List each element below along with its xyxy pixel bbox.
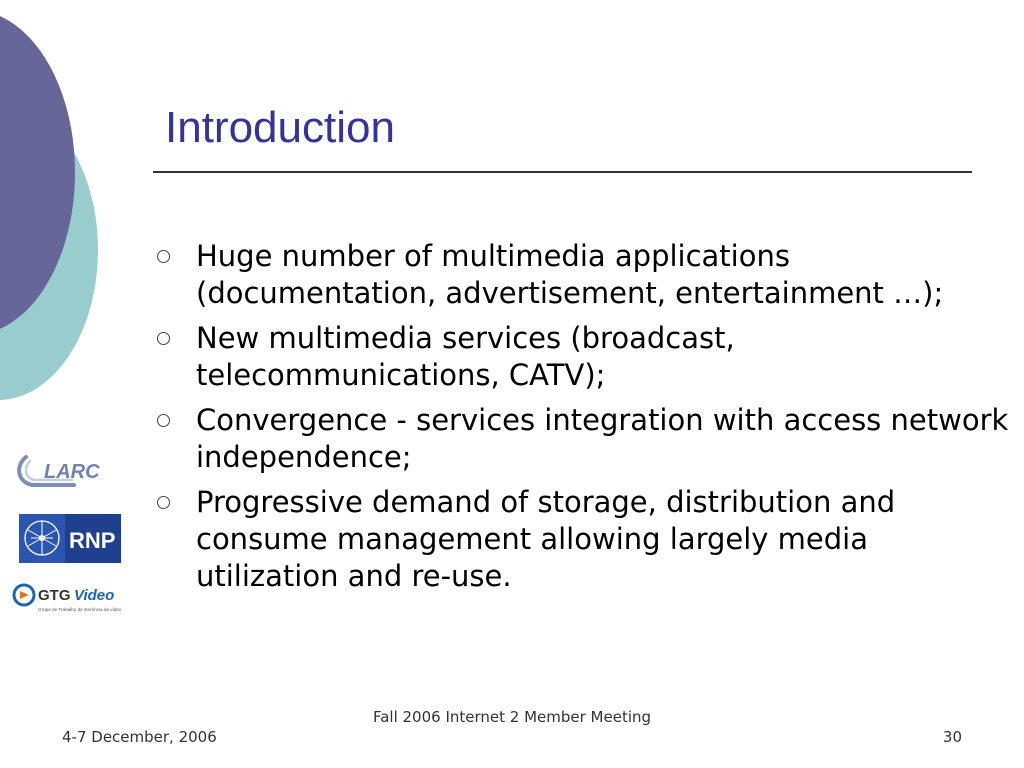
bullet-text: Huge number of multimedia applications (documentation, advertisement, entertainment …); [196,239,944,310]
gtg-logo-prefix: GTG [38,587,71,604]
bullet-item [155,484,1010,595]
slide-title: Introduction [165,103,395,152]
rnp-logo-text: RNP [69,528,116,553]
larc-logo [12,451,124,491]
gtg-logo-tagline: Grupo de Trabalho de Gerência de vídeo [38,607,122,612]
bullet-item [155,238,1010,312]
bullet-circle-icon [157,496,170,509]
bullet-list [155,238,1010,603]
rnp-logo [19,514,121,563]
gtg-logo-suffix: Video [74,587,115,604]
slide-number: 30 [942,728,962,746]
footer-event: Fall 2006 Internet 2 Member Meeting [372,708,652,726]
bullet-item [155,320,1010,394]
bullet-circle-icon [157,332,170,345]
bullet-item [155,402,1010,476]
bullet-text: Convergence - services integration with access network independence; [196,403,1009,474]
bullet-circle-icon [157,250,170,263]
larc-logo-text: LARC [44,461,100,483]
gtg-video-logo [12,578,128,618]
footer-date: 4-7 December, 2006 [62,728,217,746]
bullet-text: New multimedia services (broadcast, telecommunications, CATV); [196,321,735,392]
title-divider [153,171,972,173]
bullet-circle-icon [157,414,170,427]
bullet-text: Progressive demand of storage, distribution and consume management allowing largely media utilization and re-use. [196,485,896,593]
